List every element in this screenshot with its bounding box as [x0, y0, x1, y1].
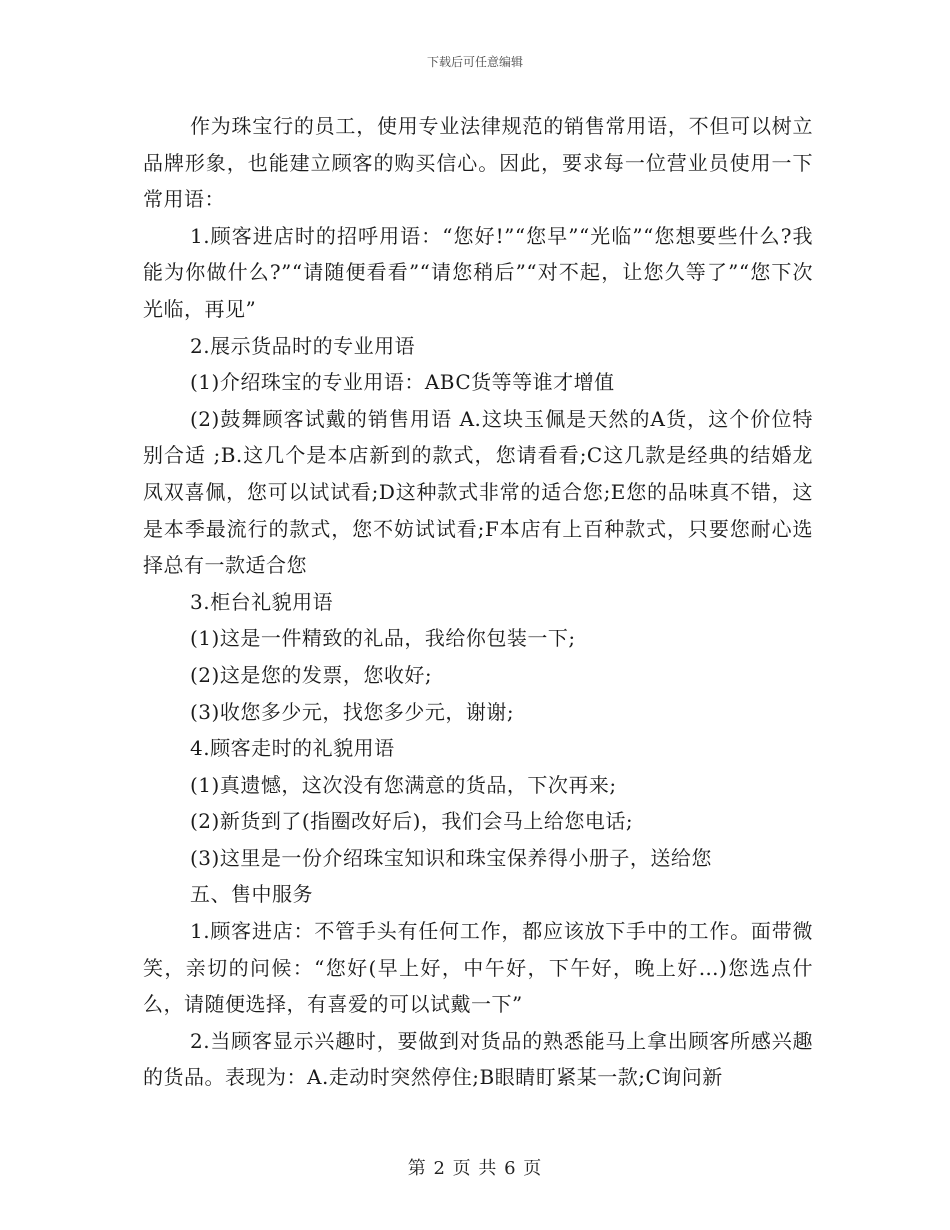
paragraph-customer-interest: 2.当顾客显示兴趣时，要做到对货品的熟悉能马上拿出顾客所感兴趣的货品。表现为：A.走动时突然停住;B眼睛盯紧某一款;C询问新: [143, 1028, 813, 1090]
list-item: (1)介绍珠宝的专业用语：ABC货等等谁才增值: [190, 370, 615, 395]
section-heading-counter-phrases: 3.柜台礼貌用语: [190, 589, 334, 614]
page-header: 下载后可任意编辑: [426, 55, 523, 69]
paragraph-greeting-phrases: 1.顾客进店时的招呼用语：“您好!”“您早”“光临”“您想要些什么?我能为你做什么?”“请随便看看”“请您稍后”“对不起，让您久等了”“您下次光临，再见”: [143, 223, 813, 321]
list-item: (3)收您多少元，找您多少元，谢谢;: [190, 699, 515, 724]
section-heading-display-phrases: 2.展示货品时的专业用语: [190, 333, 416, 358]
list-item: (1)这是一件精致的礼品，我给你包装一下;: [190, 626, 576, 651]
section-heading-in-sale-service: 五、售中服务: [190, 882, 313, 907]
list-item: (3)这里是一份介绍珠宝知识和珠宝保养得小册子，送给您: [190, 845, 712, 870]
section-heading-farewell-phrases: 4.顾客走时的礼貌用语: [190, 736, 395, 761]
list-item: (2)鼓舞顾客试戴的销售用语 A.这块玉佩是天然的A货，这个价位特别合适 ;B.这几个是本店新到的款式，您请看看;C这几款是经典的结婚龙凤双喜佩，您可以试试看;D这种款式非常的适合您;E您的品味真不错，这是本季最流行的款式，您不妨试试看;F本店有上百种款式，只要您耐心选择总有一款适合您: [143, 406, 813, 578]
paragraph-customer-enters: 1.顾客进店：不管手头有任何工作，都应该放下手中的工作。面带微笑，亲切的问候：“您好(早上好，中午好，下午好，晚上好…)您选点什么，请随便选择，有喜爱的可以试戴一下”: [143, 919, 813, 1017]
list-item: (2)新货到了(指圈改好后)，我们会马上给您电话;: [190, 809, 634, 834]
document-body: [143, 108, 813, 1096]
paragraph-intro: 作为珠宝行的员工，使用专业法律规范的销售常用语，不但可以树立品牌形象，也能建立顾客的购买信心。因此，要求每一位营业员使用一下常用语：: [143, 114, 813, 212]
list-item: (1)真遗憾，这次没有您满意的货品，下次再来;: [190, 772, 617, 797]
list-item: (2)这是您的发票，您收好;: [190, 662, 433, 687]
page-footer: 第 2 页 共 6 页: [407, 1158, 543, 1179]
